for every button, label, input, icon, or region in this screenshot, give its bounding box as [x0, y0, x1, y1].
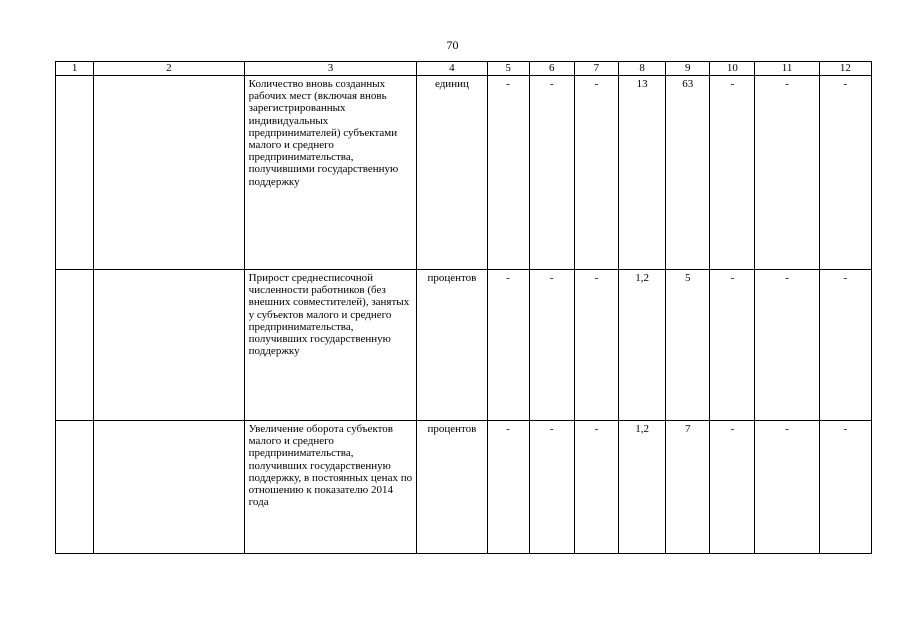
cell-col2 [94, 421, 245, 554]
value-cell-11: - [755, 76, 819, 270]
column-header-6: 6 [529, 62, 574, 76]
value-cell-9: 63 [666, 76, 710, 270]
value-cell-12: - [819, 270, 871, 421]
value-cell-6: - [529, 421, 574, 554]
cell-col1 [56, 270, 94, 421]
column-header-9: 9 [666, 62, 710, 76]
cell-col1 [56, 76, 94, 270]
unit-cell: единиц [417, 76, 487, 270]
column-header-10: 10 [710, 62, 755, 76]
table-row [56, 421, 872, 554]
column-header-5: 5 [487, 62, 529, 76]
value-cell-10: - [710, 270, 755, 421]
value-cell-9: 7 [666, 421, 710, 554]
page-number: 70 [446, 38, 459, 52]
value-cell-11: - [755, 421, 819, 554]
value-cell-7: - [574, 76, 618, 270]
table-row [56, 270, 872, 421]
value-cell-11: - [755, 270, 819, 421]
value-cell-8: 1,2 [619, 421, 666, 554]
value-cell-6: - [529, 76, 574, 270]
unit-cell: процентов [417, 421, 487, 554]
table-row [56, 76, 872, 270]
indicator-cell: Прирост среднесписочной численности работников (без внешних совместителей), занятых у субъектов малого и среднего предпринимательства, получивших государственную поддержку [244, 270, 417, 421]
column-header-2: 2 [94, 62, 245, 76]
column-header-12: 12 [819, 62, 871, 76]
column-header-4: 4 [417, 62, 487, 76]
value-cell-7: - [574, 270, 618, 421]
indicator-cell: Количество вновь созданных рабочих мест (включая вновь зарегистрированных индивидуальных предпринимателей) субъектами малого и среднего предпринимательства, получившими государственную поддержку [244, 76, 417, 270]
column-header-3: 3 [244, 62, 417, 76]
value-cell-8: 13 [619, 76, 666, 270]
value-cell-8: 1,2 [619, 270, 666, 421]
cell-col1 [56, 421, 94, 554]
column-header-8: 8 [619, 62, 666, 76]
cell-col2 [94, 76, 245, 270]
indicators-table [55, 61, 872, 554]
column-header-11: 11 [755, 62, 819, 76]
header-row [56, 62, 872, 76]
value-cell-6: - [529, 270, 574, 421]
column-header-7: 7 [574, 62, 618, 76]
value-cell-10: - [710, 76, 755, 270]
value-cell-5: - [487, 421, 529, 554]
value-cell-5: - [487, 76, 529, 270]
value-cell-12: - [819, 421, 871, 554]
unit-cell: процентов [417, 270, 487, 421]
indicator-cell: Увеличение оборота субъектов малого и среднего предпринимательства, получивших государственную поддержку, в постоянных ценах по отношению к показателю 2014 года [244, 421, 417, 554]
value-cell-10: - [710, 421, 755, 554]
cell-col2 [94, 270, 245, 421]
value-cell-9: 5 [666, 270, 710, 421]
column-header-1: 1 [56, 62, 94, 76]
value-cell-12: - [819, 76, 871, 270]
value-cell-5: - [487, 270, 529, 421]
value-cell-7: - [574, 421, 618, 554]
